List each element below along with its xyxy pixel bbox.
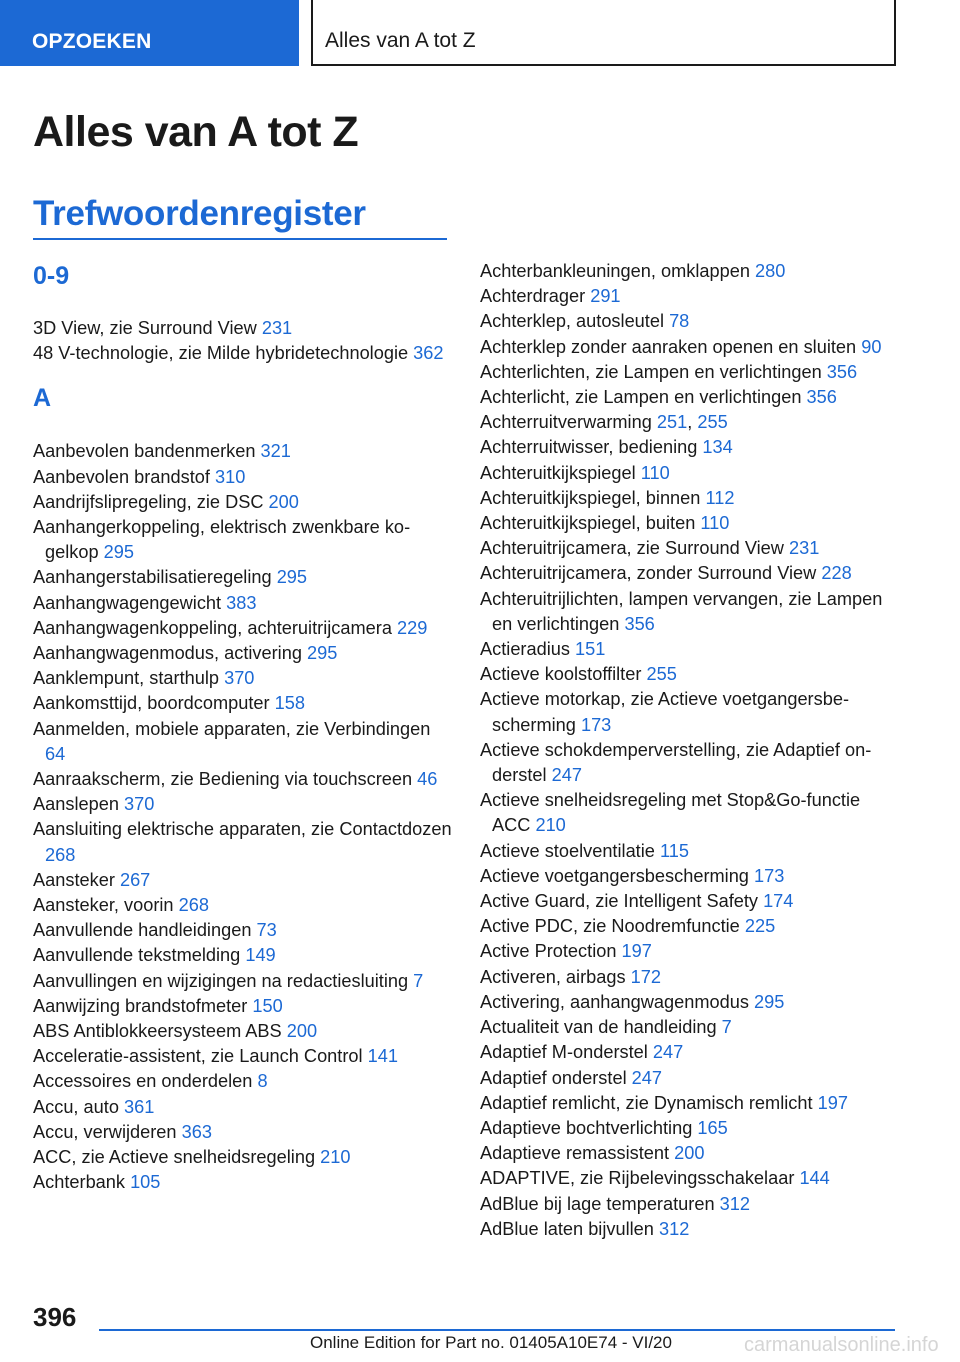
subtitle-divider [33,238,447,240]
index-entry [480,1091,900,1116]
page-link[interactable]: 151 [575,639,606,660]
index-term: Aanklempunt, starthulp [33,668,225,689]
page-link[interactable]: 370 [124,794,155,815]
index-entry [480,637,900,662]
page-link[interactable]: 174 [763,891,794,912]
index-entry [480,536,900,561]
index-entry [480,1217,900,1242]
index-term: Aanvullende tekstmelding [33,945,246,966]
index-entry [480,1141,900,1166]
index-entry [480,385,900,410]
index-term: 48 V-technologie, zie Milde hybridetechnologie [33,343,414,364]
page-link[interactable]: 112 [705,487,735,508]
index-term: Achteruitkijkspiegel [480,462,641,483]
edition-text: Online Edition for Part no. 01405A10E74 - VI/20 [310,1333,672,1352]
index-term: Achterlicht, zie Lampen en verlichtingen [480,387,807,408]
index-term: Accu, verwijderen [33,1121,182,1142]
page-link[interactable]: 228 [821,563,852,584]
index-term: Achterklep, autosleutel [480,311,670,332]
index-entry [33,943,453,968]
index-entry [480,461,900,486]
page-link[interactable]: 255 [646,664,677,685]
index-term: Achterbank [33,1172,131,1193]
page-link[interactable]: 90 [861,336,882,357]
index-term: Aanbevolen bandenmerken [33,441,261,462]
page-link[interactable]: 210 [535,815,566,836]
index-entry [480,335,900,360]
page-link[interactable]: 115 [659,840,689,861]
index-entry [33,817,453,867]
index-term: Activering, aanhangwagenmodus [480,991,755,1012]
index-term: Achterruitwisser, bediening [480,437,703,458]
page-link[interactable]: 64 [45,743,66,764]
index-term: Aanvullende handleidingen [33,920,257,941]
page-link[interactable]: 7 [721,1017,732,1038]
index-term: Adaptief onderstel [480,1067,632,1088]
page-link[interactable]: 158 [274,693,305,714]
index-entry [480,990,900,1015]
index-term: 3D View, zie Surround View [33,318,262,338]
index-entry [33,1069,453,1094]
index-entry [480,687,900,737]
section-title-box: Alles van A tot Z [311,0,896,66]
index-term: Aanhangwagenkoppeling, achteruitrijcamera [33,617,397,638]
index-entry [33,1044,453,1069]
page-link[interactable]: 356 [806,387,837,408]
footer-divider [99,1329,895,1331]
index-entry [33,666,453,691]
index-term: Adaptief remlicht, zie Dynamisch remlicht [480,1092,818,1113]
index-entry [480,864,900,889]
page-link[interactable]: 268 [178,895,209,916]
page-link[interactable]: 356 [826,361,858,382]
index-term: Accu, auto [33,1096,124,1117]
page-link[interactable]: 310 [215,466,246,487]
index-term: Aanhangerstabilisatieregeling [33,567,277,588]
page-link[interactable]: 110 [700,513,730,534]
watermark: carmanualsonline.info [744,1334,939,1356]
page-link[interactable]: 247 [551,765,583,786]
index-term: Active Guard, zie Intelligent Safety [480,891,764,912]
index-column-right [480,259,900,1242]
page-link[interactable]: 197 [817,1092,848,1113]
index-entry [33,994,453,1019]
section-tab-opzoeken[interactable]: OPZOEKEN [0,0,299,66]
index-entry [33,969,453,994]
index-column-left [33,262,453,1196]
page-link[interactable]: 150 [252,995,283,1016]
index-term: Aanvullingen en wijzigingen na redactiesluiting [33,970,414,991]
index-entry [480,511,900,536]
index-entry [33,1095,453,1120]
index-entry [33,918,453,943]
page-link[interactable]: 255 [697,412,728,433]
page-link[interactable]: 295 [276,567,308,588]
page-link[interactable]: 144 [799,1168,830,1189]
index-entry [480,889,900,914]
index-term: Aansteker [33,869,120,890]
index-entry [480,662,900,687]
page-link[interactable]: 321 [260,441,291,462]
index-entry [480,561,900,586]
index-entry [480,1040,900,1065]
page-link[interactable]: 268 [45,844,76,865]
index-entry [33,316,453,341]
page-link[interactable]: 134 [702,437,733,458]
index-entry [480,360,900,385]
page-link[interactable]: 105 [130,1172,161,1193]
page-link[interactable]: 251 [656,412,688,433]
index-entry [33,490,453,515]
page-link[interactable]: 225 [744,916,776,937]
index-entry [33,465,453,490]
page-link[interactable]: 295 [103,542,135,563]
page-link[interactable]: 295 [307,643,338,664]
index-term: ACC, zie Actieve snelheidsregeling [33,1147,321,1168]
index-term: Accessoires en onderdelen [33,1071,258,1092]
index-term: Aanwijzing brandstofmeter [33,995,253,1016]
page-link[interactable]: 7 [413,970,424,991]
index-entry [33,341,453,366]
page-link[interactable]: 73 [256,920,277,941]
index-term: Achterdrager [480,286,591,307]
index-entry [480,1015,900,1040]
page-link[interactable]: 141 [367,1046,398,1067]
index-term: Aanhangwagengewicht [33,592,227,613]
index-term: Acceleratie-assistent, zie Launch Control [33,1046,368,1067]
index-entry [480,939,900,964]
index-term: Active Protection [480,941,622,962]
index-term: Actieve schokdemperverstelling, zie Adaptief onderstel [480,739,872,786]
index-subtitle: Trefwoordenregister [33,194,366,233]
index-term: ADAPTIVE, zie Rijbelevingsschakelaar [480,1168,800,1189]
index-entry [480,1166,900,1191]
page-link[interactable]: 200 [674,1143,705,1164]
index-entry [33,767,453,792]
index-entry [33,1019,453,1044]
index-term: Achteruitrijlichten, lampen vervangen, zie Lampen en verlichtingen [480,588,883,634]
index-term: Aanhangerkoppeling, elektrisch zwenkbare kogelkop [33,517,411,563]
index-term: Active PDC, zie Noodremfunctie [480,916,745,937]
index-entry [33,591,453,616]
index-term: ABS Antiblokkeersysteem ABS [33,1021,287,1042]
index-term: Actieve motorkap, zie Actieve voetgangersbescherming [480,689,850,735]
page-link[interactable]: 231 [788,538,820,559]
index-term: Adaptieve remassistent [480,1143,675,1164]
index-entry [33,893,453,918]
index-entry [480,587,900,637]
index-term: Actualiteit van de handleiding [480,1017,722,1038]
page-link[interactable]: 173 [753,865,785,886]
page-link[interactable]: 229 [396,617,428,638]
index-entry [33,792,453,817]
index-entry [33,515,453,565]
index-entry [480,284,900,309]
page-link[interactable]: 197 [621,941,652,962]
index-term: Aanraakscherm, zie Bediening via touchscreen [33,769,418,790]
index-term: Achterruitverwarming [480,412,657,433]
index-entry [33,641,453,666]
page-link[interactable]: 149 [245,945,276,966]
page-header [0,0,960,66]
index-entry: Achterruitverwarming 251, 255 [480,412,728,433]
page-link[interactable]: 295 [754,991,785,1012]
index-entry [480,435,900,460]
page-link[interactable]: 370 [224,668,255,689]
letter-heading: 0-9 [33,262,70,290]
page-link[interactable]: 8 [257,1071,268,1092]
page-link[interactable]: 312 [719,1193,750,1214]
page-link[interactable]: 312 [658,1218,690,1239]
page-link[interactable]: 165 [697,1117,728,1138]
index-entry [480,259,900,284]
index-entry [33,565,453,590]
index-term: Actieve voetgangersbescherming [480,865,754,886]
page-link[interactable]: 173 [580,714,612,735]
index-term: Actieradius [480,639,576,660]
page-link[interactable]: 361 [124,1096,155,1117]
index-term: Aansteker, voorin [33,895,179,916]
index-term: Adaptieve bochtverlichting [480,1117,698,1138]
index-term: Achteruitkijkspiegel, buiten [480,513,701,534]
index-term: Actieve snelheidsregeling met Stop&Go-functie ACC [480,790,861,836]
index-entry [33,1120,453,1145]
index-entry [33,1145,453,1170]
index-term: Actieve stoelventilatie [480,840,660,861]
page-title: Alles van A tot Z [33,108,359,156]
index-term: Achterbankleuningen, omklappen [480,261,756,281]
index-term: Achteruitrijcamera, zonder Surround View [480,563,822,584]
page-link[interactable]: 280 [755,261,786,281]
index-term: AdBlue laten bijvullen [480,1218,659,1239]
index-entry [480,1116,900,1141]
index-term: Aanmelden, mobiele apparaten, zie Verbindingen [33,718,431,739]
index-entry [33,717,453,767]
page-link[interactable]: 291 [590,286,621,307]
index-term: Achterklep zonder aanraken openen en sluiten [480,336,862,357]
index-entry [480,965,900,990]
index-entry [480,309,900,334]
index-entry [33,616,453,641]
index-entry [33,691,453,716]
page-link[interactable]: 247 [631,1067,663,1088]
index-term: Achteruitrijcamera, zie Surround View [480,538,789,559]
page-link[interactable]: 200 [268,491,299,512]
index-term: Aansluiting elektrische apparaten, zie Contactdozen [33,819,452,840]
page-link[interactable]: 210 [320,1147,351,1168]
index-term: Actieve koolstoffilter [480,664,647,685]
page-link[interactable]: 78 [669,311,690,332]
index-entry [33,439,453,464]
index-entry [480,1066,900,1091]
page-number: 396 [33,1302,77,1332]
index-entry [480,788,900,838]
index-term: Aankomsttijd, boordcomputer [33,693,275,714]
page-link[interactable]: 247 [652,1042,684,1063]
index-term: Achterlichten, zie Lampen en verlichtingen [480,361,827,382]
page-link[interactable]: 110 [640,462,670,483]
index-term: Aanslepen [33,794,125,815]
index-term: Aandrijfslipregeling, zie DSC [33,491,269,512]
page-link[interactable]: 200 [286,1021,318,1042]
page-link[interactable]: 383 [226,592,257,613]
index-term: Adaptief M-onderstel [480,1042,653,1063]
index-entry [480,839,900,864]
index-entry [480,914,900,939]
index-entry [33,868,453,893]
page-link[interactable]: 172 [630,966,661,987]
page-link[interactable]: 356 [624,613,655,634]
page-link[interactable]: 267 [119,869,151,890]
index-entry [480,1192,900,1217]
page-link[interactable]: 46 [417,769,438,790]
index-term: Aanhangwagenmodus, activering [33,643,308,664]
letter-heading: A [33,384,52,413]
page-link[interactable]: 362 [413,343,444,364]
index-term: Aanbevolen brandstof [33,466,216,487]
index-term: AdBlue bij lage temperaturen [480,1193,720,1214]
page-link[interactable]: 231 [261,318,293,338]
page-link[interactable]: 363 [181,1121,212,1142]
index-entry [480,486,900,511]
index-entry [480,738,900,788]
index-entry [33,1170,453,1195]
index-term: Achteruitkijkspiegel, binnen [480,487,706,508]
index-term: Activeren, airbags [480,966,631,987]
